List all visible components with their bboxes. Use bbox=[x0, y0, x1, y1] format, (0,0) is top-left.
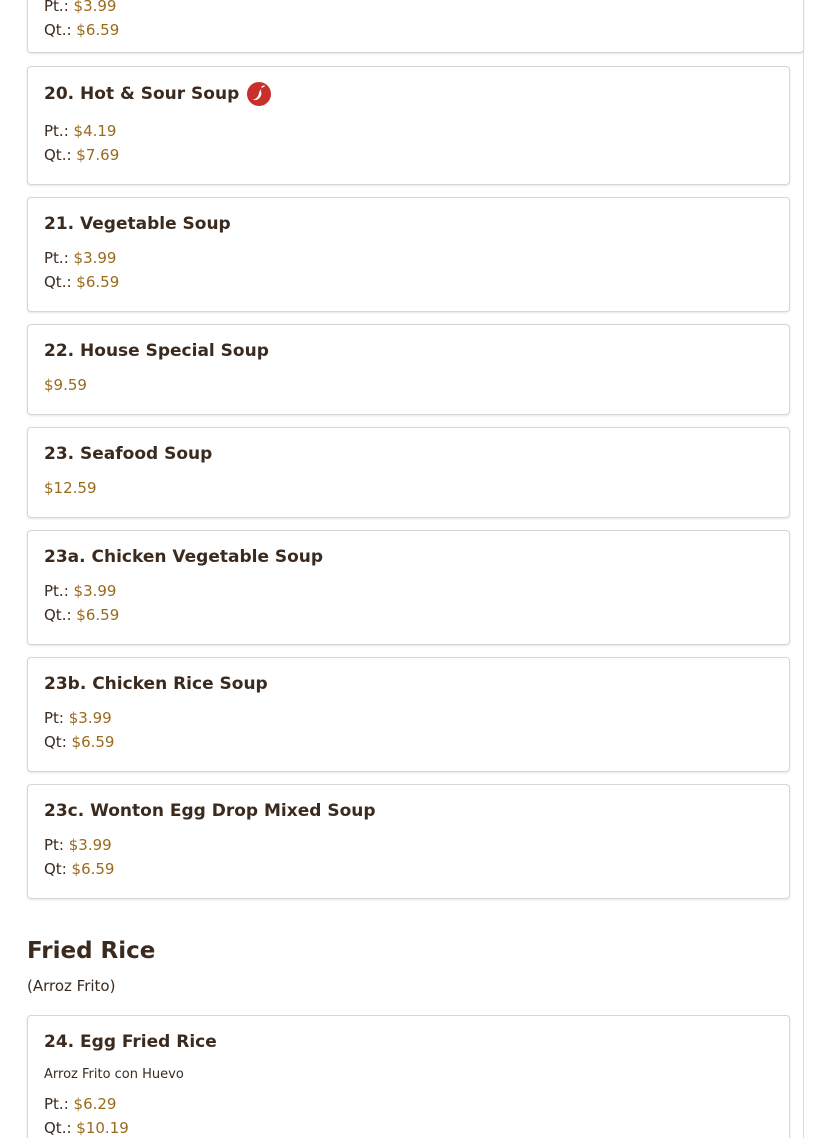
section-title: Fried Rice bbox=[27, 938, 156, 964]
menu-item-name: 23. Seafood Soup bbox=[44, 444, 213, 464]
price-line: Pt.: $3.99 bbox=[44, 0, 117, 15]
menu-item-card[interactable] bbox=[27, 197, 790, 312]
price-line: Qt: $6.59 bbox=[44, 733, 115, 751]
menu-item-name: 20. Hot & Sour Soup bbox=[44, 82, 271, 106]
price-line: Pt.: $6.29 bbox=[44, 1095, 117, 1113]
menu-item-name: 22. House Special Soup bbox=[44, 341, 269, 361]
price-line: Pt.: $3.99 bbox=[44, 582, 117, 600]
chili-pepper-icon bbox=[247, 82, 271, 106]
menu-item-name: 23b. Chicken Rice Soup bbox=[44, 674, 268, 694]
menu-item-name: 24. Egg Fried Rice bbox=[44, 1032, 217, 1052]
price-line: Pt: $3.99 bbox=[44, 709, 112, 727]
page-edge-divider bbox=[803, 0, 804, 1138]
menu-item-card[interactable] bbox=[27, 427, 790, 518]
price-line: $12.59 bbox=[44, 479, 97, 497]
menu-item-card[interactable] bbox=[27, 530, 790, 645]
price-line: Qt.: $6.59 bbox=[44, 606, 120, 624]
menu-item-name: 23c. Wonton Egg Drop Mixed Soup bbox=[44, 801, 376, 821]
price-line: Pt.: $4.19 bbox=[44, 122, 117, 140]
price-line: Qt: $6.59 bbox=[44, 860, 115, 878]
menu-item-card[interactable] bbox=[27, 657, 790, 772]
menu-item-card-partial[interactable] bbox=[27, 0, 804, 53]
price-line: Qt.: $6.59 bbox=[44, 21, 120, 39]
menu-item-card[interactable] bbox=[27, 66, 790, 185]
section-subtitle: (Arroz Frito) bbox=[27, 977, 116, 995]
price-line: Pt.: $3.99 bbox=[44, 249, 117, 267]
price-line: Qt.: $10.19 bbox=[44, 1119, 129, 1137]
menu-item-name: 21. Vegetable Soup bbox=[44, 214, 231, 234]
menu-item-card[interactable] bbox=[27, 1015, 790, 1138]
price-line: Qt.: $7.69 bbox=[44, 146, 120, 164]
menu-item-card[interactable] bbox=[27, 784, 790, 899]
price-line: Pt: $3.99 bbox=[44, 836, 112, 854]
menu-item-card[interactable] bbox=[27, 324, 790, 415]
price-line: $9.59 bbox=[44, 376, 87, 394]
price-line: Qt.: $6.59 bbox=[44, 273, 120, 291]
menu-item-name: 23a. Chicken Vegetable Soup bbox=[44, 547, 324, 567]
menu-item-description: Arroz Frito con Huevo bbox=[44, 1067, 184, 1082]
